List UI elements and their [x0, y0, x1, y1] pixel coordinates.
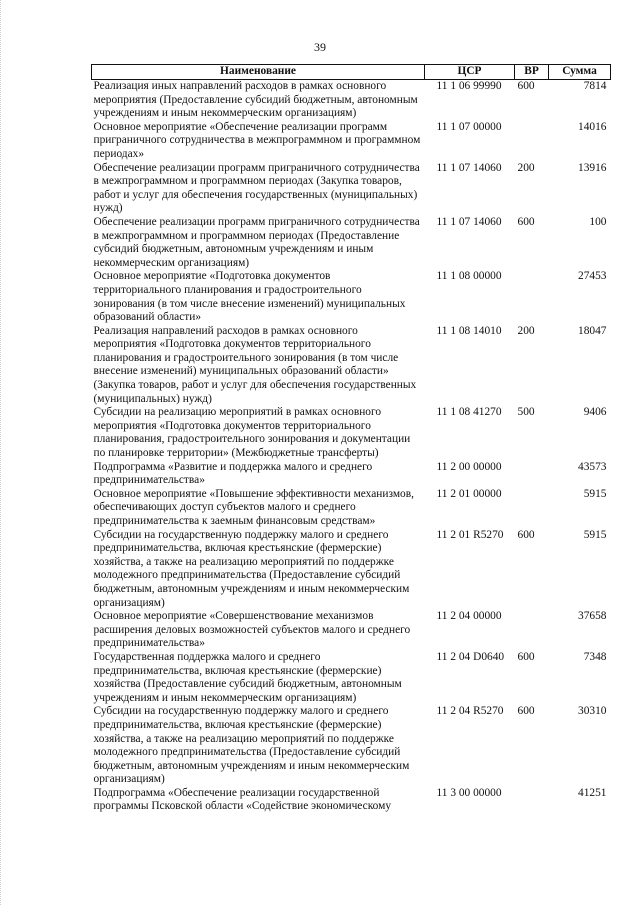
table-row — [92, 488, 611, 529]
row-csr: 11 2 04 R5270 — [436, 705, 504, 718]
table-row — [92, 529, 611, 611]
row-vr: 600 — [517, 528, 535, 541]
row-name: Государственная поддержка малого и среднего предпринимательства, включая крестьянские (фермерские) хозяйства (Предоставление субсидий бюджетным, автономным учреждениям и иным некоммерческим организациям) — [93, 650, 402, 704]
table-row — [92, 610, 611, 651]
table-row — [92, 121, 611, 162]
row-name: Основное мероприятие «Подготовка документов территориального планирования и градостроительного зонирования (в том числе внесение изменений) муниципальных образований области» — [93, 270, 406, 324]
row-sum: 18047 — [578, 324, 607, 337]
row-csr: 11 1 08 14010 — [436, 324, 502, 337]
row-csr: 11 1 07 14060 — [436, 215, 502, 228]
table-row — [92, 651, 611, 705]
table-row — [92, 705, 611, 787]
row-name: Подпрограмма «Развитие и поддержка малого и среднего предпринимательства» — [93, 460, 373, 487]
row-name: Обеспечение реализации программ приграничного сотрудничества в межпрограммном и программном периодах (Закупка товаров, работ и услуг для обеспечения государственных (муниципальных) нужд) — [93, 161, 420, 215]
row-csr: 11 1 07 14060 — [436, 161, 502, 174]
row-name: Основное мероприятие «Совершенствование механизмов расширения деловых возможностей субъектов малого и среднего предпринимательства» — [93, 610, 411, 650]
row-sum: 14016 — [578, 120, 607, 133]
row-vr — [515, 610, 549, 651]
row-vr: 600 — [517, 705, 535, 718]
row-vr — [515, 461, 549, 488]
row-csr: 11 1 07 00000 — [436, 120, 502, 133]
header-row — [92, 65, 611, 80]
row-vr: 500 — [517, 406, 535, 419]
row-vr — [515, 488, 549, 529]
header-vr: ВР — [515, 65, 549, 80]
header-csr: ЦСР — [425, 65, 515, 80]
row-sum: 100 — [589, 215, 607, 228]
row-name: Субсидии на государственную поддержку малого и среднего предпринимательства, включая крестьянские (фермерские) хозяйства, а также на реализацию мероприятий по поддержке молодежного предпринимательства (Предоставление субсидий бюджетным, автономным учреждениям и иным некоммерческим организациям) — [93, 528, 410, 609]
table-body — [92, 80, 611, 815]
row-csr: 11 3 00 00000 — [436, 786, 502, 799]
row-sum: 41251 — [578, 786, 607, 799]
row-csr: 11 2 00 00000 — [436, 460, 502, 473]
row-sum: 7348 — [583, 650, 607, 663]
row-name: Субсидии на государственную поддержку малого и среднего предпринимательства, включая крестьянские (фермерские) хозяйства, а также на реализацию мероприятий по поддержке молодежного предпринимательства (Предоставление субсидий бюджетным, автономным учреждениям и иным некоммерческим организациям) — [93, 705, 410, 786]
table-row — [92, 162, 611, 216]
row-sum: 37658 — [578, 610, 607, 623]
table-header — [92, 65, 611, 80]
row-vr — [515, 270, 549, 324]
row-name: Основное мероприятие «Обеспечение реализации программ приграничного сотрудничества в межпрограммном и программном периодах» — [93, 120, 421, 160]
table-row — [92, 216, 611, 270]
row-csr: 11 1 06 99990 — [436, 80, 502, 92]
row-vr: 600 — [517, 80, 535, 92]
page-number: 39 — [314, 40, 326, 54]
row-csr: 11 1 08 00000 — [436, 270, 502, 283]
row-vr — [515, 121, 549, 162]
table-row — [92, 406, 611, 460]
row-vr: 600 — [517, 650, 535, 663]
row-sum: 7814 — [583, 80, 607, 92]
budget-table — [91, 64, 611, 814]
row-csr: 11 2 04 00000 — [436, 610, 502, 623]
header-name: Наименование — [92, 65, 425, 80]
table-row — [92, 325, 611, 407]
row-vr — [515, 787, 549, 814]
row-csr: 11 2 01 R5270 — [436, 528, 504, 541]
row-sum: 13916 — [578, 161, 607, 174]
table-row — [92, 270, 611, 324]
row-sum: 5915 — [583, 528, 607, 541]
budget-table-container — [91, 64, 610, 814]
table-row — [92, 461, 611, 488]
row-sum: 43573 — [578, 460, 607, 473]
row-vr: 600 — [517, 215, 535, 228]
scan-edge — [0, 0, 5, 905]
row-csr: 11 1 08 41270 — [436, 406, 502, 419]
table-row — [92, 80, 611, 121]
row-sum: 5915 — [583, 487, 607, 500]
row-sum: 30310 — [578, 705, 607, 718]
header-sum: Сумма — [549, 65, 611, 80]
row-name: Подпрограмма «Обеспечение реализации государственной программы Псковской области «Содействие экономическому — [93, 786, 392, 813]
row-vr: 200 — [517, 161, 535, 174]
row-vr: 200 — [517, 324, 535, 337]
row-csr: 11 2 01 00000 — [436, 487, 502, 500]
row-csr: 11 2 04 D0640 — [436, 650, 505, 663]
row-name: Реализация иных направлений расходов в рамках основного мероприятия (Предоставление субсидий бюджетным, автономным учреждениям и иным некоммерческим организациям) — [93, 80, 418, 120]
row-sum: 27453 — [578, 270, 607, 283]
table-row — [92, 787, 611, 814]
row-name: Обеспечение реализации программ приграничного сотрудничества в межпрограммном и программном периодах (Предоставление субсидий бюджетным, автономным учреждениям и иным некоммерческим организациям) — [93, 215, 420, 269]
row-name: Реализация направлений расходов в рамках основного мероприятия «Подготовка документов территориального планирования и градостроительного зонирования (в том числе внесение изменений) муниципальных образований области» (Закупка товаров, работ и услуг для обеспечения государственных (муниципальных) нужд) — [93, 324, 417, 405]
row-sum: 9406 — [583, 406, 607, 419]
row-name: Субсидии на реализацию мероприятий в рамках основного мероприятия «Подготовка документов территориального планирования, градостроительного зонирования и документации по планировке территории» (Межбюджетные трансферты) — [93, 406, 411, 460]
row-name: Основное мероприятие «Повышение эффективности механизмов, обеспечивающих доступ субъектов малого и среднего предпринимательства к заемным финансовым средствам» — [93, 487, 414, 527]
